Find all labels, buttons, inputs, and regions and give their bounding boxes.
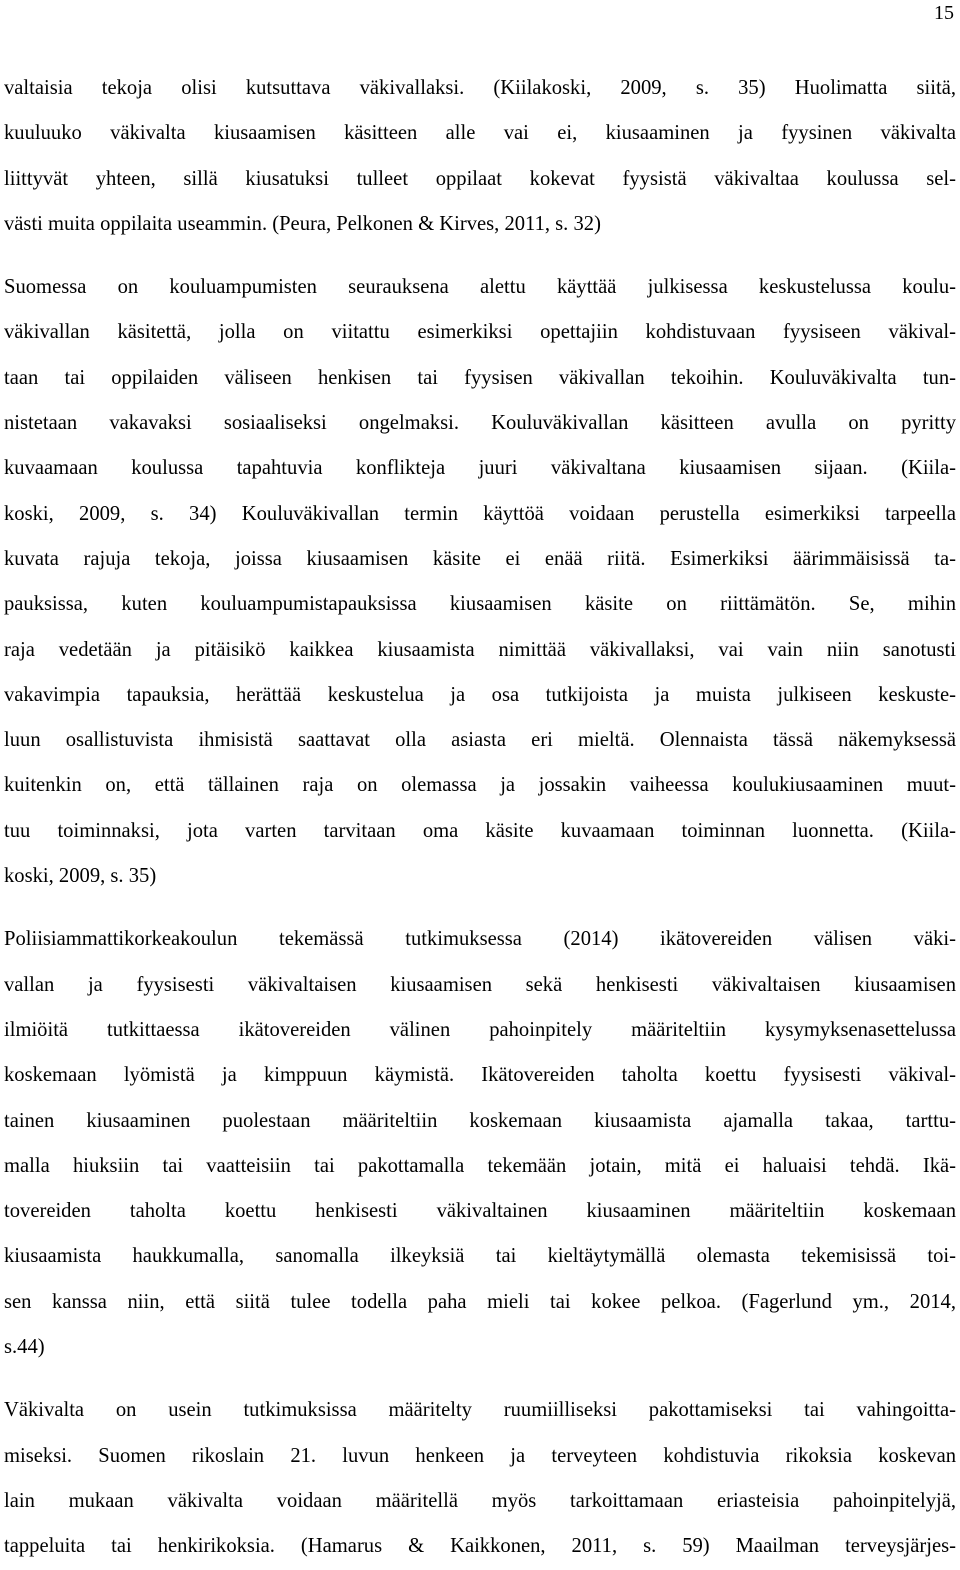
text-line: tuu toiminnaksi, jota varten tarvitaan oma käsite kuvaamaan toiminnan luonnetta. (Kiila- bbox=[4, 819, 956, 842]
paragraph-gap bbox=[4, 1370, 956, 1388]
paragraph-gap bbox=[4, 247, 956, 265]
text-line: kuitenkin on, että tällainen raja on olemassa ja jossakin vaiheessa koulukiusaaminen muut- bbox=[4, 774, 956, 797]
text-line: pauksissa, kuten kouluampumistapauksissa kiusaamisen käsite on riittämätön. Se, mihin bbox=[4, 593, 956, 616]
text-line: malla hiuksiin tai vaatteisiin tai pakottamalla tekemään jotain, mitä ei haluaisi tehdä. Ikä- bbox=[4, 1154, 956, 1177]
paragraph bbox=[4, 917, 956, 1370]
document-body bbox=[4, 66, 956, 1570]
text-line: kuuluuko väkivalta kiusaamisen käsitteen alle vai ei, kiusaaminen ja fyysinen väkivalta bbox=[4, 122, 956, 145]
text-line: kuvata rajuja tekoja, joissa kiusaamisen käsite ei enää riitä. Esimerkiksi äärimmäisissä ta- bbox=[4, 547, 956, 570]
text-line: koski, 2009, s. 34) Kouluväkivallan termin käyttöä voidaan perustella esimerkiksi tarpeella bbox=[4, 502, 956, 525]
text-line: vakavimpia tapauksia, herättää keskustelua ja osa tutkijoista ja muista julkiseen keskuste- bbox=[4, 683, 956, 706]
text-line: koski, 2009, s. 35) bbox=[4, 865, 157, 888]
text-line: väkivallan käsitettä, jolla on viitattu esimerkiksi opettajiin kohdistuvaan fyysiseen väkival- bbox=[4, 321, 956, 344]
text-line: luun osallistuvista ihmisistä saattavat olla asiasta eri mieltä. Olennaista tässä näkemyksessä bbox=[4, 729, 956, 752]
text-line: raja vedetään ja pitäisikö kaikkea kiusaamista nimittää väkivallaksi, vai vain niin sanotusti bbox=[4, 638, 956, 661]
text-line: tainen kiusaaminen puolestaan määriteltiin koskemaan kiusaamista ajamalla takaa, tarttu- bbox=[4, 1109, 956, 1132]
paragraph bbox=[4, 66, 956, 247]
text-line: lain mukaan väkivalta voidaan määritellä myös tarkoittamaan eriasteisia pahoinpitelyjä, bbox=[4, 1489, 956, 1512]
text-line: kiusaamista haukkumalla, sanomalla ilkeyksiä tai kieltäytymällä olemasta tekemisissä toi- bbox=[4, 1245, 956, 1268]
text-line: västi muita oppilaita useammin. (Peura, Pelkonen & Kirves, 2011, s. 32) bbox=[4, 212, 601, 235]
text-line: tovereiden taholta koettu henkisesti väkivaltainen kiusaaminen määriteltiin koskemaan bbox=[4, 1200, 956, 1223]
paragraph bbox=[4, 265, 956, 899]
page-number: 15 bbox=[934, 2, 954, 24]
text-line: Poliisiammattikorkeakoulun tekemässä tutkimuksessa (2014) ikätovereiden välisen väki- bbox=[4, 928, 956, 951]
paragraph bbox=[4, 1388, 956, 1569]
text-line: valtaisia tekoja olisi kutsuttava väkivallaksi. (Kiilakoski, 2009, s. 35) Huolimatta siitä, bbox=[4, 77, 956, 99]
text-line: vallan ja fyysisesti väkivaltaisen kiusaamisen sekä henkisesti väkivaltaisen kiusaamisen bbox=[4, 973, 956, 996]
paragraph-gap bbox=[4, 899, 956, 917]
text-line: tappeluita tai henkirikoksia. (Hamarus & Kaikkonen, 2011, s. 59) Maailman terveysjärjes- bbox=[4, 1535, 956, 1558]
text-line: liittyvät yhteen, sillä kiusatuksi tulleet oppilaat kokevat fyysistä väkivaltaa koulussa sel- bbox=[4, 167, 956, 190]
text-line: s.44) bbox=[4, 1336, 45, 1359]
text-line: ilmiöitä tutkittaessa ikätovereiden välinen pahoinpitely määriteltiin kysymyksenasettelussa bbox=[4, 1018, 956, 1041]
text-line: taan tai oppilaiden väliseen henkisen tai fyysisen väkivallan tekoihin. Kouluväkivalta tun- bbox=[4, 366, 956, 389]
text-line: sen kanssa niin, että siitä tulee todella paha mieli tai kokee pelkoa. (Fagerlund ym., 2014, bbox=[4, 1290, 956, 1313]
text-line: miseksi. Suomen rikoslain 21. luvun henkeen ja terveyteen kohdistuvia rikoksia koskevan bbox=[4, 1444, 956, 1467]
text-line: Suomessa on kouluampumisten seurauksena alettu käyttää julkisessa keskustelussa koulu- bbox=[4, 276, 956, 299]
text-line: Väkivalta on usein tutkimuksissa määritelty ruumiilliseksi pakottamiseksi tai vahingoitta- bbox=[4, 1399, 956, 1422]
text-line: koskemaan lyömistä ja kimppuun käymistä. Ikätovereiden taholta koettu fyysisesti väkival- bbox=[4, 1064, 956, 1087]
text-line: nistetaan vakavaksi sosiaaliseksi ongelmaksi. Kouluväkivallan käsitteen avulla on pyritty bbox=[4, 412, 956, 435]
text-line: kuvaamaan koulussa tapahtuvia konflikteja juuri väkivaltana kiusaamisen sijaan. (Kiila- bbox=[4, 457, 956, 480]
